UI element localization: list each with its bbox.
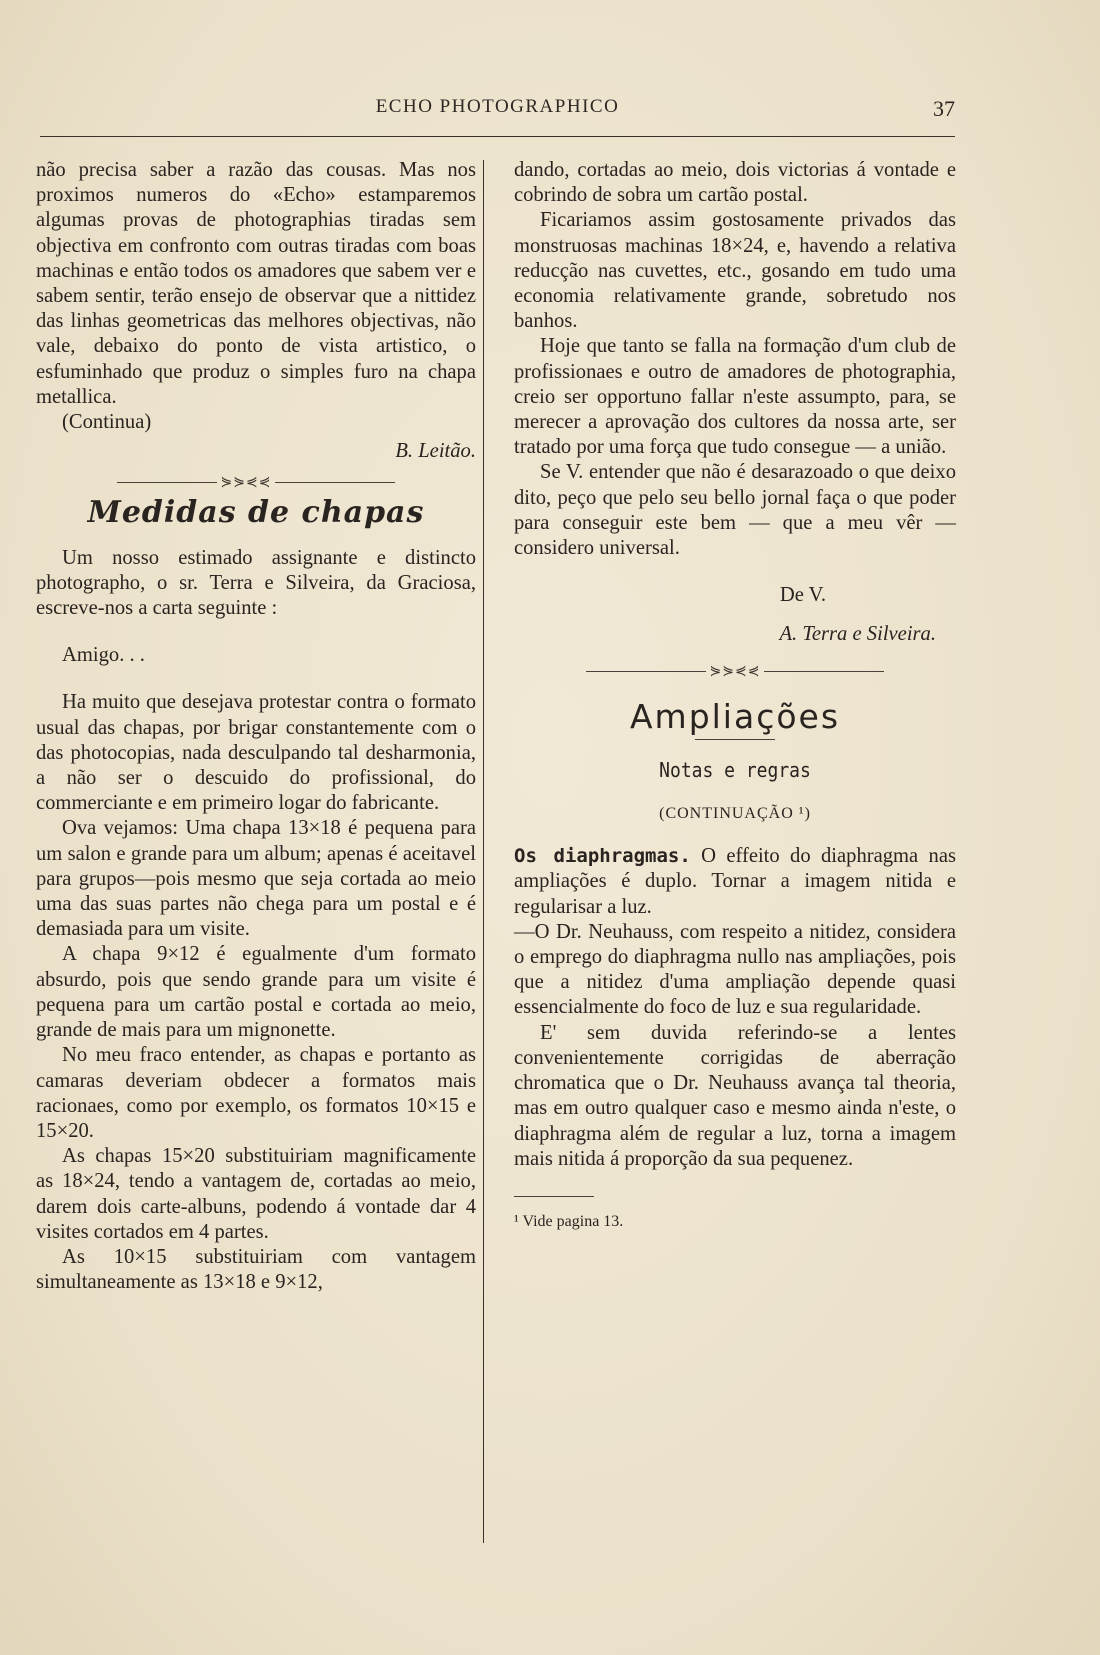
paragraph: Ova vejamos: Uma chapa 13×18 é pequena para um salon e grande para um album; apenas é aceitavel para grupos—pois mesmo que seja cortada ao meio uma das suas partes não chega para um postal e é demasiada para um visite. (36, 817, 476, 941)
paragraph: Ha muito que desejava protestar contra o formato usual das chapas, por brigar constantemente com o das photocopias, nada desculpando tal desharmonia, a não ser o descuido do profissional, do commerciante e em primeiro logar do fabricante. (36, 691, 476, 815)
footnote: ¹ Vide pagina 13. (514, 1212, 624, 1230)
continua-note: (Continua) (62, 411, 152, 434)
ornament-glyph: ⋟⋟⋞⋞ (709, 664, 761, 680)
section-head-diaphragmas: Os diaphragmas. (514, 845, 691, 868)
section-ornament (514, 662, 956, 682)
paragraph-text: O effeito do diaphragma nas ampliações é duplo. Tornar a imagem nitida e regularisar a luz. (514, 845, 956, 918)
paragraph: As chapas 15×20 substituiriam magnificamente as 18×24, tendo a vantagem de, cortadas ao meio, darem dois carte-albuns, podendo á vontade dar 4 visites cortados em 4 partes. (36, 1145, 476, 1243)
paragraph: dando, cortadas ao meio, dois victorias á vontade e cobrindo de sobra um cartão postal. (514, 159, 956, 207)
paragraph: Um nosso estimado assignante e distincto photographo, o sr. Terra e Silveira, da Graciosa, escreve-nos a carta seguinte : (36, 546, 476, 620)
spacer (514, 608, 956, 622)
ornament-glyph: ⋟⋟⋞⋞ (220, 474, 272, 490)
ornament-line (117, 482, 217, 483)
column-divider (483, 160, 484, 1543)
left-column (36, 158, 476, 1295)
spacer (514, 561, 956, 583)
ornament-line (586, 671, 706, 672)
letter-closing: De V. (779, 584, 826, 607)
signature-terra-silveira: A. Terra e Silveira. (779, 623, 936, 646)
paragraph: Hoje que tanto se falla na formação d'um club de profissionaes e outro de amadores de photographia, creio ser opportuno fallar n'este assumpto, para, se merecer a aprovação dos cultores da nossa arte, ser tratado por uma força que tudo consegue — a união. (514, 335, 956, 459)
paragraph: Se V. entender que não é desarazoado o que deixo dito, peço que pelo seu bello jornal faça o que poder para conseguir este bem — que a meu vêr — considero universal. (514, 461, 956, 560)
spacer (36, 668, 476, 690)
paragraph: No meu fraco entender, as chapas e portanto as camaras deveriam obdecer a formatos mais racionaes, como por exemplo, os formatos 10×15 e 15×20. (36, 1044, 476, 1142)
ornament-line (275, 482, 395, 483)
article-subtitle: Notas e regras (659, 758, 811, 783)
paragraph: A chapa 9×12 é egualmente d'um formato absurdo, pois que sendo grande para um visite é pequena para um cartão postal e cortada ao meio, grande de mais para um mignonette. (36, 943, 476, 1042)
running-title: ECHO PHOTOGRAPHICO (375, 96, 620, 117)
paragraph: não precisa saber a razão das cousas. Mas nos proximos numeros do «Echo» estamparemos algumas provas de photographias tiradas sem objectiva em confronto com outras tiradas com boas machinas e então todos os amadores que sabem ver e sabem sentir, terão ensejo de observar que a nittidez das linhas geometricas das melhores objectivas, não vale, debaixo do ponto de vista artistico, o esfuminhado que produz o simples furo na chapa metallica. (36, 159, 476, 408)
spacer (36, 621, 476, 643)
continuation-note: (CONTINUAÇÃO ¹) (659, 805, 811, 823)
letter-salutation: Amigo. . . (62, 644, 145, 667)
page-number: 37 (933, 96, 955, 121)
footnote-rule (514, 1196, 594, 1197)
paragraph: Ficariamos assim gostosamente privados das monstruosas machinas 18×24, e, havendo a relativa reducção nas cuvettes, etc., gosando em tudo uma economia relativamente grande, sobretudo nos banhos. (514, 209, 956, 333)
ornament-line (764, 671, 884, 672)
title-rule (695, 739, 775, 740)
article-title-ampliacoes: Ampliações (629, 696, 841, 736)
article-title-medidas: Medidas de chapas (87, 495, 425, 531)
paragraph: E' sem duvida referindo-se a lentes convenientemente corrigidas de aberração chromatica que o Dr. Neuhauss avança tal theoria, mas em outro qualquer caso e mesmo ainda n'este, o diaphragma além de regular a luz, torna a imagem mais nitida á proporção da sua pequenez. (514, 1021, 956, 1170)
paragraph: As 10×15 substituiriam com vantagem simultaneamente as 13×18 e 9×12, (36, 1245, 476, 1294)
paragraph: —O Dr. Neuhauss, com respeito a nitidez, considera o emprego do diaphragma nullo nas ampliações, pois que a nitidez d'uma ampliação depende quasi essencialmente do foco de luz e sua regularidade. (514, 920, 956, 1019)
signature-leitao: B. Leitão. (395, 440, 476, 463)
section-ornament (36, 472, 476, 492)
right-column (514, 158, 956, 1234)
page-header (40, 96, 955, 137)
